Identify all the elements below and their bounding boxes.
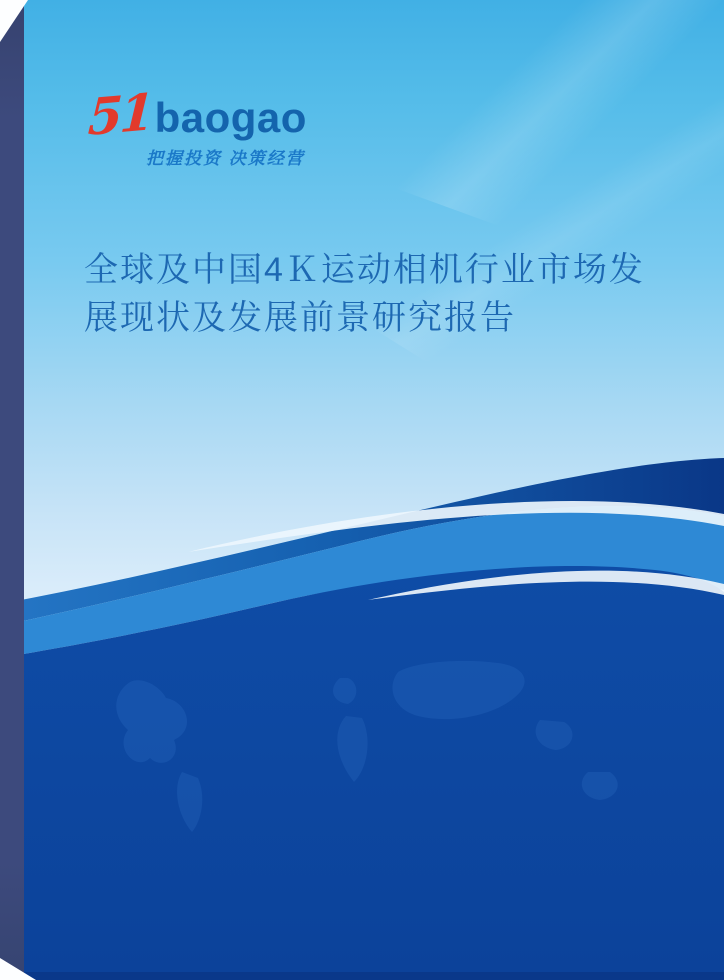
brand-logo [86, 81, 307, 169]
report-title [84, 246, 684, 342]
corner-triangle-bottom-icon [0, 958, 36, 980]
report-title-line2: 展现状及发展前景研究报告 [84, 299, 516, 337]
brand-logo-wordmark [86, 81, 307, 148]
logo-prefix: 51 [86, 81, 154, 148]
report-title-line1: 全球及中国4Ｋ运动相机行业市场发 [84, 251, 645, 289]
brand-tagline: 把握投资 决策经营 [146, 149, 305, 168]
logo-name: baogao [154, 94, 307, 141]
left-accent-bar [0, 0, 24, 980]
bottom-edge-strip [0, 972, 724, 980]
wave-graphic [0, 420, 724, 980]
corner-triangle-top-icon [0, 0, 28, 42]
